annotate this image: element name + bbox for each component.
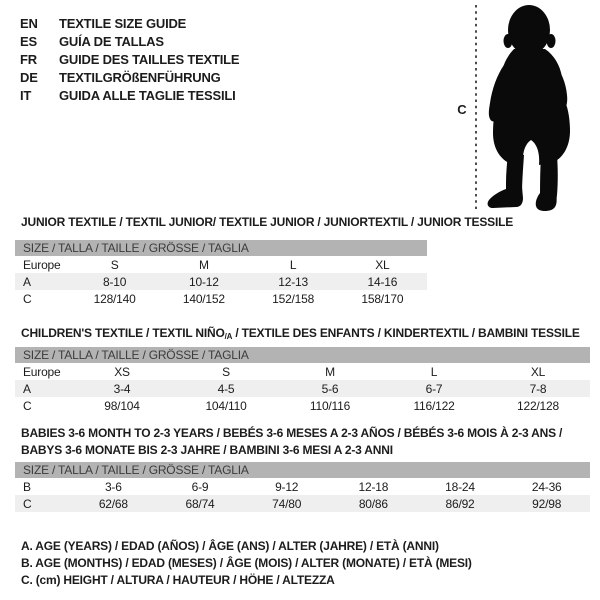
language-row (20, 50, 239, 68)
language-title: TEXTILE SIZE GUIDE (59, 15, 187, 31)
table-cell: XL (530, 364, 546, 379)
table-cell: 7-8 (529, 381, 547, 396)
language-row (20, 14, 239, 32)
table-row (15, 495, 590, 512)
children-title-suffix: / TEXTILE DES ENFANTS / KINDERTEXTIL / BAMBINI TESSILE (232, 326, 580, 340)
row-label: Europe (23, 257, 61, 272)
baby-body (488, 5, 570, 211)
table-cell: 9-12 (275, 479, 299, 494)
table-cell: S (110, 257, 119, 272)
language-title: TEXTILGRÖßENFÜHRUNG (59, 69, 221, 85)
row-label: Europe (23, 364, 61, 379)
language-code: DE (20, 69, 38, 85)
table-row (15, 397, 590, 414)
language-title: GUÍA DE TALLAS (59, 33, 164, 49)
row-label: C (23, 291, 32, 306)
table-cell: 110/116 (309, 398, 351, 413)
table-cell: 152/158 (272, 291, 315, 306)
row-label: A (23, 381, 31, 396)
junior-section-title: JUNIOR TEXTILE / TEXTIL JUNIOR/ TEXTILE JUNIOR / JUNIORTEXTIL / JUNIOR TESSILE (21, 215, 514, 229)
children-size-table (15, 347, 590, 414)
table-cell: 128/140 (93, 291, 136, 306)
language-code: ES (20, 33, 37, 49)
table-row (15, 290, 427, 307)
table-cell: 5-6 (321, 381, 339, 396)
table-cell: 24-36 (531, 479, 562, 494)
table-cell: 4-5 (217, 381, 235, 396)
legend-note-a: A. AGE (YEARS) / EDAD (AÑOS) / ÂGE (ANS) / ALTER (JAHRE) / ETÀ (ANNI) (21, 539, 439, 553)
babies-section-title-line2: BABYS 3-6 MONATE BIS 2-3 JAHRE / BAMBINI 3-6 MESI A 2-3 ANNI (21, 443, 393, 457)
language-row (20, 68, 239, 86)
table-cell: 74/80 (272, 496, 302, 511)
size-header-bar: SIZE / TALLA / TAILLE / GRÖSSE / TAGLIA (15, 462, 590, 478)
size-header-bar: SIZE / TALLA / TAILLE / GRÖSSE / TAGLIA (15, 240, 427, 256)
table-row (15, 380, 590, 397)
table-row (15, 256, 427, 273)
language-row (20, 32, 239, 50)
table-cell: 68/74 (185, 496, 215, 511)
table-cell: 14-16 (367, 274, 398, 289)
junior-size-table (15, 240, 427, 307)
table-row (15, 478, 590, 495)
table-cell: 140/152 (182, 291, 225, 306)
table-cell: 104/110 (205, 398, 247, 413)
table-cell: L (289, 257, 297, 272)
height-label-c: C (457, 102, 467, 117)
table-cell: XS (114, 364, 130, 379)
table-row (15, 273, 427, 290)
language-title: GUIDA ALLE TAGLIE TESSILI (59, 87, 236, 103)
language-code: FR (20, 51, 37, 67)
table-cell: 12-13 (278, 274, 308, 289)
table-cell: L (430, 364, 438, 379)
table-cell: 3-4 (113, 381, 131, 396)
table-cell: 80/86 (358, 496, 388, 511)
language-title: GUIDE DES TAILLES TEXTILE (59, 51, 240, 67)
table-cell: 3-6 (104, 479, 122, 494)
language-row (20, 86, 239, 104)
table-cell: 10-12 (189, 274, 219, 289)
language-code: EN (20, 15, 38, 31)
table-cell: 122/128 (517, 398, 559, 413)
table-cell: M (325, 364, 335, 379)
table-cell: 12-18 (358, 479, 389, 494)
table-cell: S (222, 364, 230, 379)
table-cell: 98/104 (104, 398, 140, 413)
table-cell: 8-10 (103, 274, 127, 289)
table-row (15, 363, 590, 380)
size-header-bar: SIZE / TALLA / TAILLE / GRÖSSE / TAGLIA (15, 347, 590, 363)
baby-figure (445, 0, 590, 215)
row-label: C (23, 398, 32, 413)
table-cell: 6-9 (191, 479, 209, 494)
babies-section-title-line1: BABIES 3-6 MONTH TO 2-3 YEARS / BEBÉS 3-6 MESES A 2-3 AÑOS / BÉBÉS 3-6 MOIS À 2-3 ANS / (21, 426, 563, 440)
table-cell: 18-24 (445, 479, 475, 494)
legend-note-b: B. AGE (MONTHS) / EDAD (MESES) / ÂGE (MOIS) / ALTER (MONATE) / ETÀ (MESI) (21, 556, 472, 570)
row-label: A (23, 274, 31, 289)
table-cell: 116/122 (413, 398, 455, 413)
children-section-title (21, 326, 580, 344)
language-list (20, 14, 239, 104)
table-cell: 86/92 (445, 496, 475, 511)
babies-size-table (15, 462, 590, 512)
row-label: B (23, 479, 31, 494)
table-cell: 62/68 (98, 496, 128, 511)
table-cell: M (198, 257, 209, 272)
children-title-prefix: CHILDREN'S TEXTILE / TEXTIL NIÑO (21, 326, 225, 340)
table-cell: 6-7 (425, 381, 443, 396)
legend-note-c: C. (cm) HEIGHT / ALTURA / HAUTEUR / HÖHE / ALTEZZA (21, 573, 335, 587)
table-cell: 92/98 (532, 496, 562, 511)
table-cell: XL (375, 257, 390, 272)
row-label: C (23, 496, 32, 511)
language-code: IT (20, 87, 32, 103)
table-cell: 158/170 (361, 291, 404, 306)
children-title-subscript: /A (224, 332, 233, 341)
